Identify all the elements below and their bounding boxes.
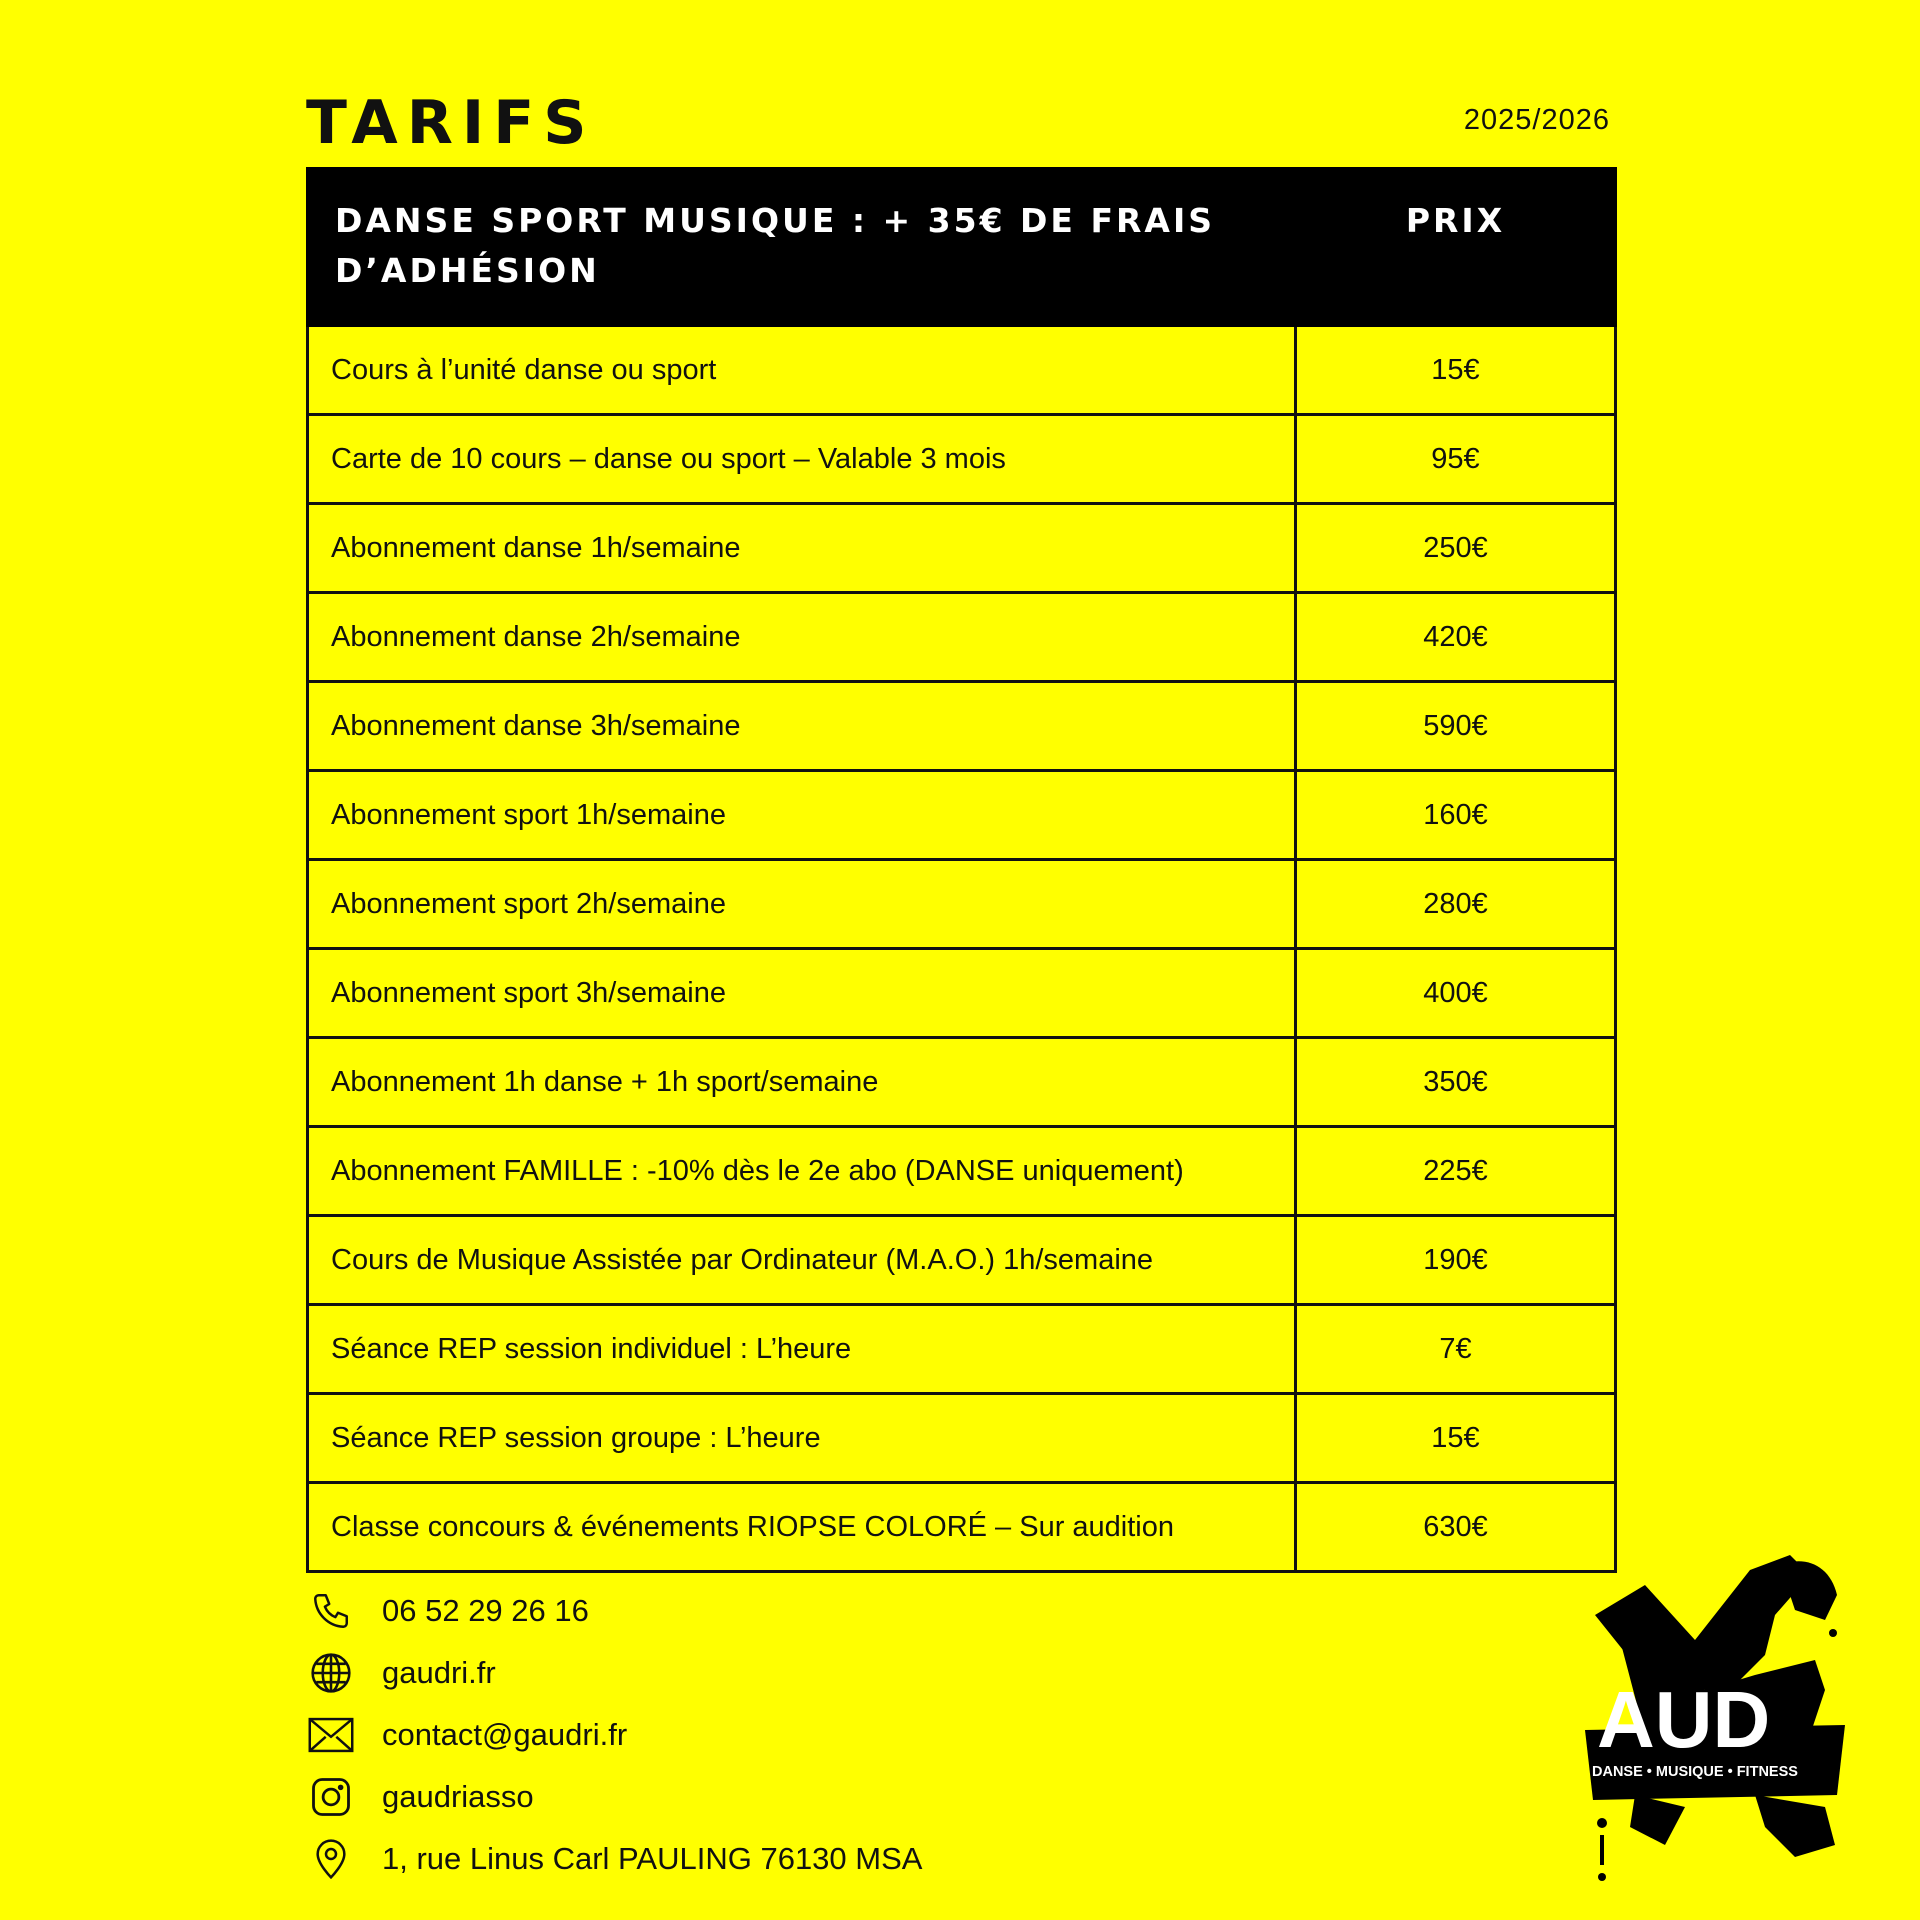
row-label: Abonnement sport 3h/semaine	[308, 949, 1296, 1038]
instagram-icon	[306, 1772, 356, 1822]
row-price: 15€	[1296, 326, 1616, 415]
table-row	[308, 771, 1616, 860]
table-row	[308, 949, 1616, 1038]
table-row	[308, 860, 1616, 949]
table-row	[308, 1483, 1616, 1572]
row-price: 160€	[1296, 771, 1616, 860]
contact-list	[306, 1580, 922, 1890]
row-price: 250€	[1296, 504, 1616, 593]
row-label: Abonnement sport 1h/semaine	[308, 771, 1296, 860]
season-label: 2025/2026	[1463, 104, 1610, 136]
row-label: Classe concours & événements RIOPSE COLORÉ – Sur audition	[308, 1483, 1296, 1572]
row-label: Abonnement danse 2h/semaine	[308, 593, 1296, 682]
row-price: 630€	[1296, 1483, 1616, 1572]
contact-website[interactable]	[306, 1642, 922, 1704]
row-price: 420€	[1296, 593, 1616, 682]
logo-wordmark: AUD	[1597, 1675, 1771, 1764]
email-link: contact@gaudri.fr	[382, 1717, 628, 1752]
table-row	[308, 326, 1616, 415]
tarif-table	[306, 167, 1617, 1573]
gaudri-logo	[1575, 1545, 1855, 1885]
location-pin-icon	[306, 1834, 356, 1884]
logo-tagline: DANSE • MUSIQUE • FITNESS	[1592, 1764, 1798, 1780]
contact-email[interactable]	[306, 1704, 922, 1766]
row-label: Abonnement sport 2h/semaine	[308, 860, 1296, 949]
row-label: Abonnement FAMILLE : -10% dès le 2e abo (DANSE uniquement)	[308, 1127, 1296, 1216]
row-label: Séance REP session individuel : L’heure	[308, 1305, 1296, 1394]
table-row	[308, 1216, 1616, 1305]
row-price: 190€	[1296, 1216, 1616, 1305]
row-price: 7€	[1296, 1305, 1616, 1394]
row-label: Cours à l’unité danse ou sport	[308, 326, 1296, 415]
row-price: 350€	[1296, 1038, 1616, 1127]
table-row	[308, 682, 1616, 771]
row-label: Abonnement danse 3h/semaine	[308, 682, 1296, 771]
table-row	[308, 593, 1616, 682]
mail-icon	[306, 1710, 356, 1760]
page-title: TARIFS	[306, 88, 596, 158]
contact-address[interactable]	[306, 1828, 922, 1890]
contact-instagram[interactable]	[306, 1766, 922, 1828]
table-row	[308, 1305, 1616, 1394]
row-price: 280€	[1296, 860, 1616, 949]
row-price: 225€	[1296, 1127, 1616, 1216]
header-price: PRIX	[1296, 169, 1616, 326]
row-label: Abonnement danse 1h/semaine	[308, 504, 1296, 593]
table-row	[308, 1127, 1616, 1216]
website-link: gaudri.fr	[382, 1655, 496, 1690]
row-price: 590€	[1296, 682, 1616, 771]
row-label: Abonnement 1h danse + 1h sport/semaine	[308, 1038, 1296, 1127]
instagram-handle: gaudriasso	[382, 1779, 534, 1814]
row-label: Carte de 10 cours – danse ou sport – Valable 3 mois	[308, 415, 1296, 504]
globe-icon	[306, 1648, 356, 1698]
address-text: 1, rue Linus Carl PAULING 76130 MSA	[382, 1841, 923, 1876]
phone-icon	[306, 1586, 356, 1636]
phone-number: 06 52 29 26 16	[382, 1593, 589, 1628]
table-header-row	[308, 169, 1616, 326]
row-label: Cours de Musique Assistée par Ordinateur (M.A.O.) 1h/semaine	[308, 1216, 1296, 1305]
table-row	[308, 504, 1616, 593]
header-description: DANSE SPORT MUSIQUE : + 35€ DE FRAIS D’ADHÉSION	[308, 169, 1296, 326]
row-price: 95€	[1296, 415, 1616, 504]
row-label: Séance REP session groupe : L’heure	[308, 1394, 1296, 1483]
table-row	[308, 1394, 1616, 1483]
contact-phone[interactable]	[306, 1580, 922, 1642]
table-row	[308, 1038, 1616, 1127]
row-price: 15€	[1296, 1394, 1616, 1483]
row-price: 400€	[1296, 949, 1616, 1038]
table-row	[308, 415, 1616, 504]
